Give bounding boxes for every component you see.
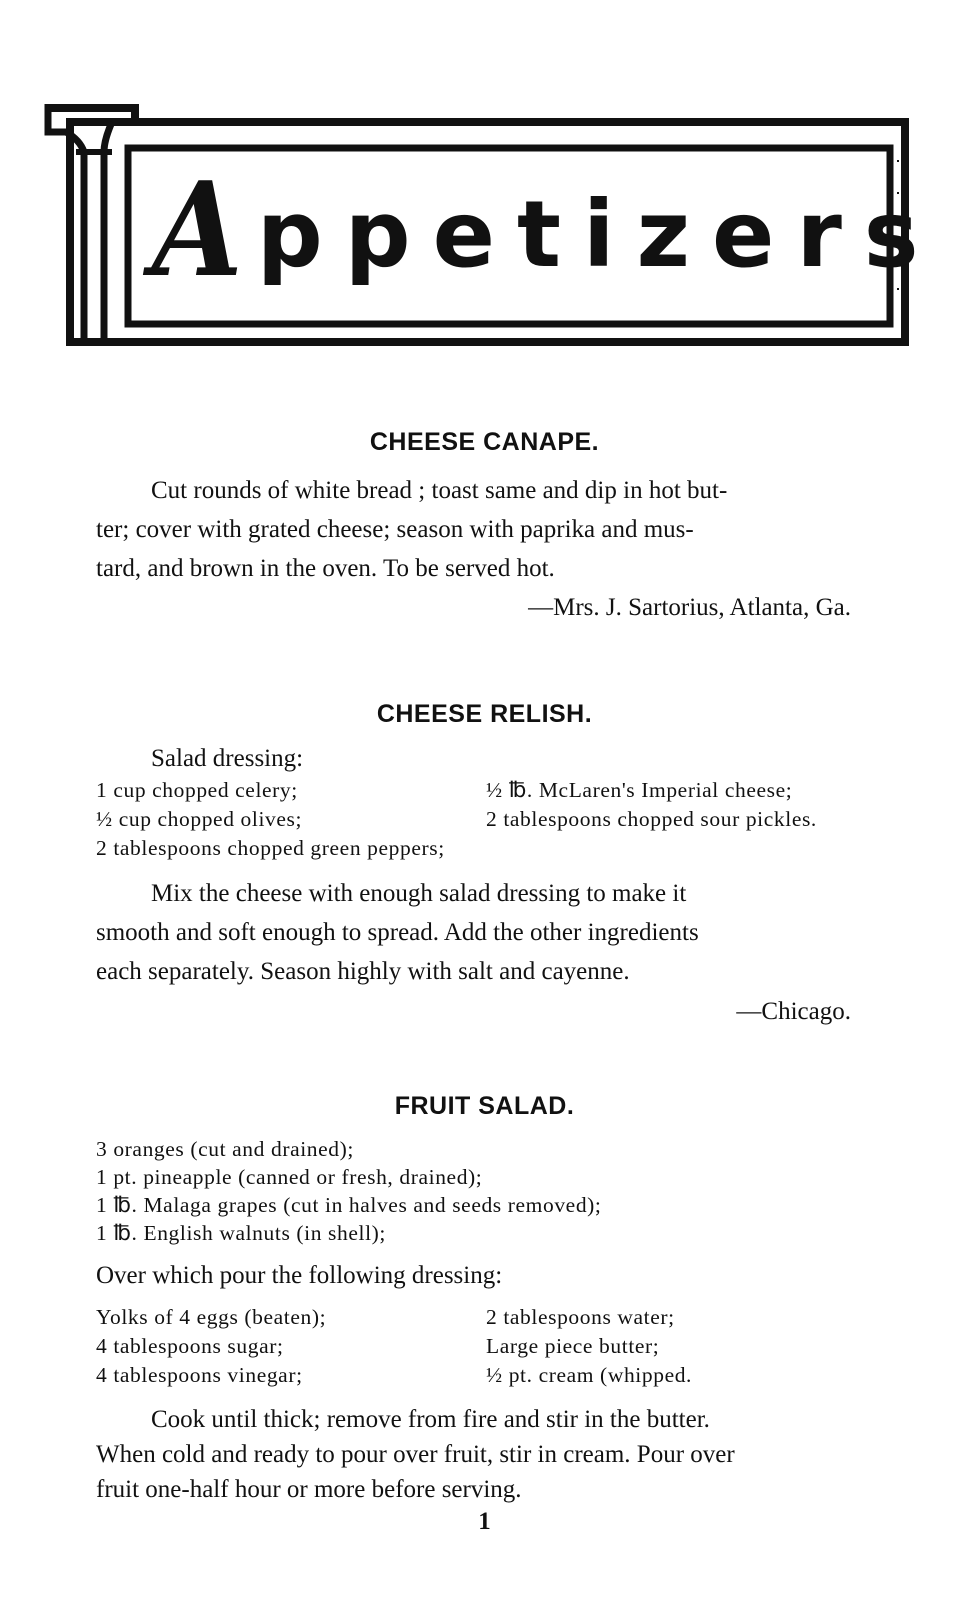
cheese-relish-credit: —Chicago.: [736, 998, 851, 1025]
ingredient: ½ ℔. McLaren's Imperial cheese;: [486, 778, 793, 802]
text-line: Cook until thick; remove from fire and stir in the butter.: [151, 1406, 710, 1433]
text-line: fruit one-half hour or more before serving.: [96, 1476, 522, 1503]
ingredient: 2 tablespoons chopped sour pickles.: [486, 807, 817, 831]
cheese-canape-title: CHEESE CANAPE.: [369, 428, 600, 456]
text-line: Mix the cheese with enough salad dressing to make it: [151, 880, 687, 907]
ingredient: Yolks of 4 eggs (beaten);: [96, 1305, 327, 1329]
ingredient: ½ pt. cream (whipped.: [486, 1363, 693, 1387]
banner-title: [152, 150, 941, 306]
text-line: When cold and ready to pour over fruit, stir in cream. Pour over: [96, 1441, 735, 1468]
text-line: smooth and soft enough to spread. Add the other ingredients: [96, 919, 699, 946]
ingredient: 4 tablespoons vinegar;: [96, 1363, 303, 1387]
ingredient: 2 tablespoons water;: [486, 1305, 675, 1329]
text-line: ter; cover with grated cheese; season with paprika and mus-: [96, 516, 694, 543]
banner-initial-letter: A: [152, 153, 243, 306]
fruit-salad-text: [96, 1402, 878, 1507]
appetizers-banner: [0, 0, 969, 380]
ingredient: 2 tablespoons chopped green peppers;: [96, 836, 445, 860]
banner-title-text: ppetizers: [256, 181, 941, 288]
ingredient: 4 tablespoons sugar;: [96, 1334, 284, 1358]
ingredient: 1 pt. pineapple (canned or fresh, drained);: [96, 1165, 483, 1189]
fruit-salad-lead: Over which pour the following dressing:: [96, 1262, 503, 1289]
cheese-relish-text: [96, 874, 878, 991]
page-number: 1: [478, 1508, 491, 1535]
ingredient: 1 ℔. English walnuts (in shell);: [96, 1221, 386, 1245]
fruit-salad-title: FRUIT SALAD.: [394, 1092, 575, 1120]
text-line: tard, and brown in the oven. To be served hot.: [96, 555, 555, 582]
text-line: Cut rounds of white bread ; toast same and dip in hot but-: [151, 477, 728, 504]
ingredient: 3 oranges (cut and drained);: [96, 1137, 354, 1161]
cheese-canape-credit: —Mrs. J. Sartorius, Atlanta, Ga.: [528, 594, 851, 621]
cheese-relish-lead: Salad dressing:: [151, 745, 304, 772]
ingredient: 1 ℔. Malaga grapes (cut in halves and seeds removed);: [96, 1193, 602, 1217]
ingredient: ½ cup chopped olives;: [96, 807, 303, 831]
text-line: each separately. Season highly with salt and cayenne.: [96, 958, 630, 985]
ingredient: 1 cup chopped celery;: [96, 778, 298, 802]
ingredient: Large piece butter;: [486, 1334, 660, 1358]
cheese-canape-text: [96, 471, 878, 588]
cheese-relish-title: CHEESE RELISH.: [376, 700, 593, 728]
